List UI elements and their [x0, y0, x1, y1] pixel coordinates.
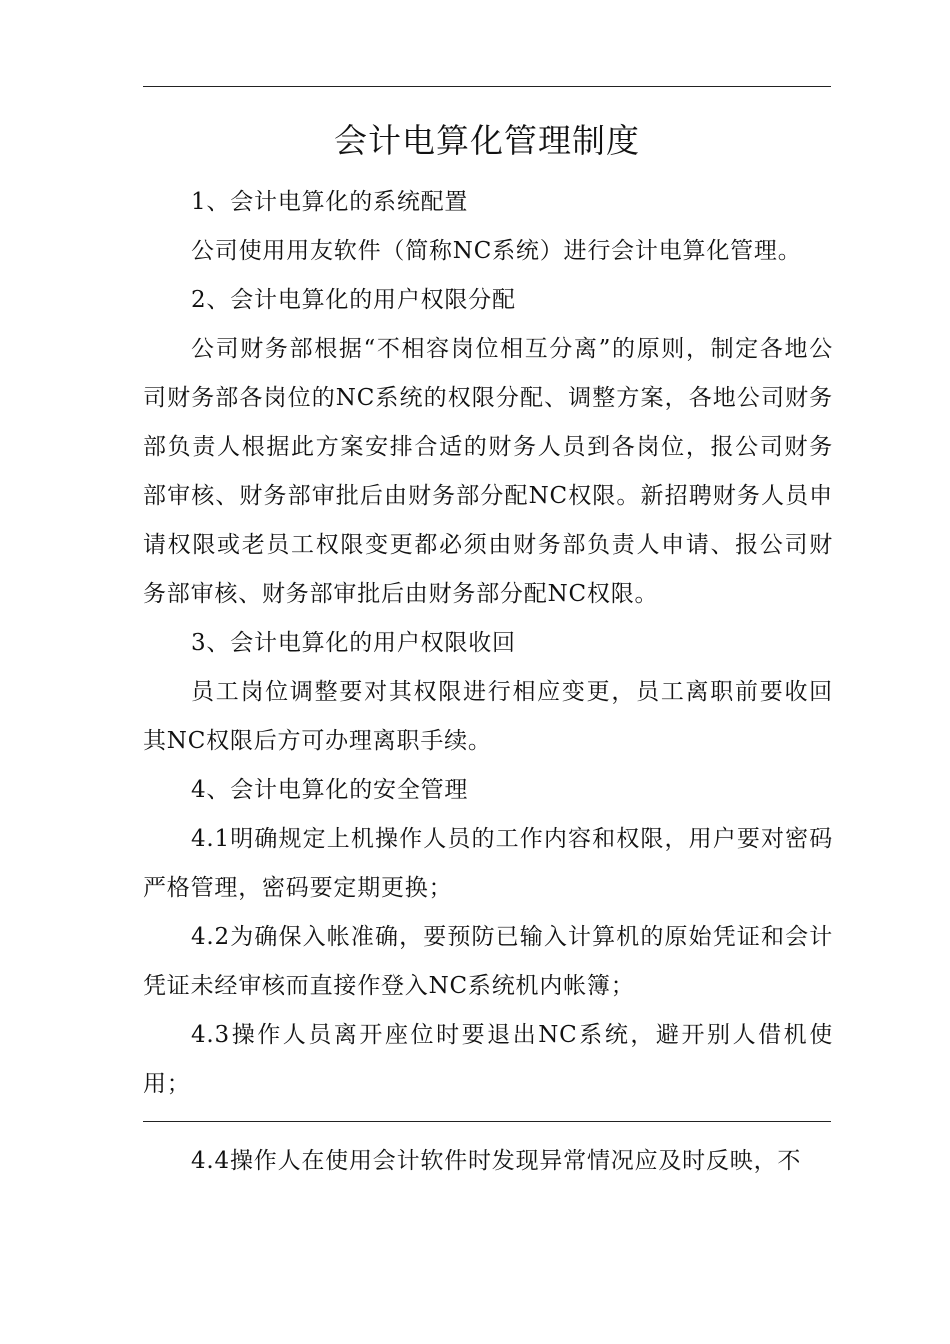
- paragraph-permission-allocation: 公司财务部根据“不相容岗位相互分离”的原则，制定各地公司财务部各岗位的NC系统的权限分配、调整方案，各地公司财务部负责人根据此方案安排合适的财务人员到各岗位，报公司财务部审核、财务部审批后由财务部分配NC权限。新招聘财务人员申请权限或老员工权限变更都必须由财务部负责人申请、报公司财务部审核、财务部审批后由财务部分配NC权限。: [143, 336, 833, 607]
- section-heading-1: 1、会计电算化的系统配置: [191, 189, 469, 215]
- paragraph-system-config: 公司使用用友软件（简称NC系统）进行会计电算化管理。: [191, 238, 802, 264]
- document-body: [143, 178, 833, 1109]
- next-page-body: [143, 1137, 833, 1186]
- paragraph-security-4-2: 4.2为确保入帐准确，要预防已输入计算机的原始凭证和会计凭证未经审核而直接作登入NC系统机内帐簿；: [143, 924, 833, 999]
- section-heading-3: 3、会计电算化的用户权限收回: [191, 630, 516, 656]
- section-heading-2: 2、会计电算化的用户权限分配: [191, 287, 516, 313]
- paragraph-security-4-3: 4.3操作人员离开座位时要退出NC系统，避开别人借机使用；: [143, 1022, 833, 1097]
- document-title: 会计电算化管理制度: [334, 121, 640, 160]
- paragraph-security-4-1: 4.1明确规定上机操作人员的工作内容和权限，用户要对密码严格管理，密码要定期更换；: [143, 826, 833, 901]
- paragraph-permission-revoke: 员工岗位调整要对其权限进行相应变更，员工离职前要收回其NC权限后方可办理离职手续。: [143, 679, 833, 754]
- page-break-rule: [143, 1121, 831, 1122]
- section-heading-4: 4、会计电算化的安全管理: [191, 777, 469, 803]
- paragraph-security-4-4: 4.4操作人在使用会计软件时发现异常情况应及时反映，不: [191, 1148, 802, 1174]
- header-rule: [143, 86, 831, 87]
